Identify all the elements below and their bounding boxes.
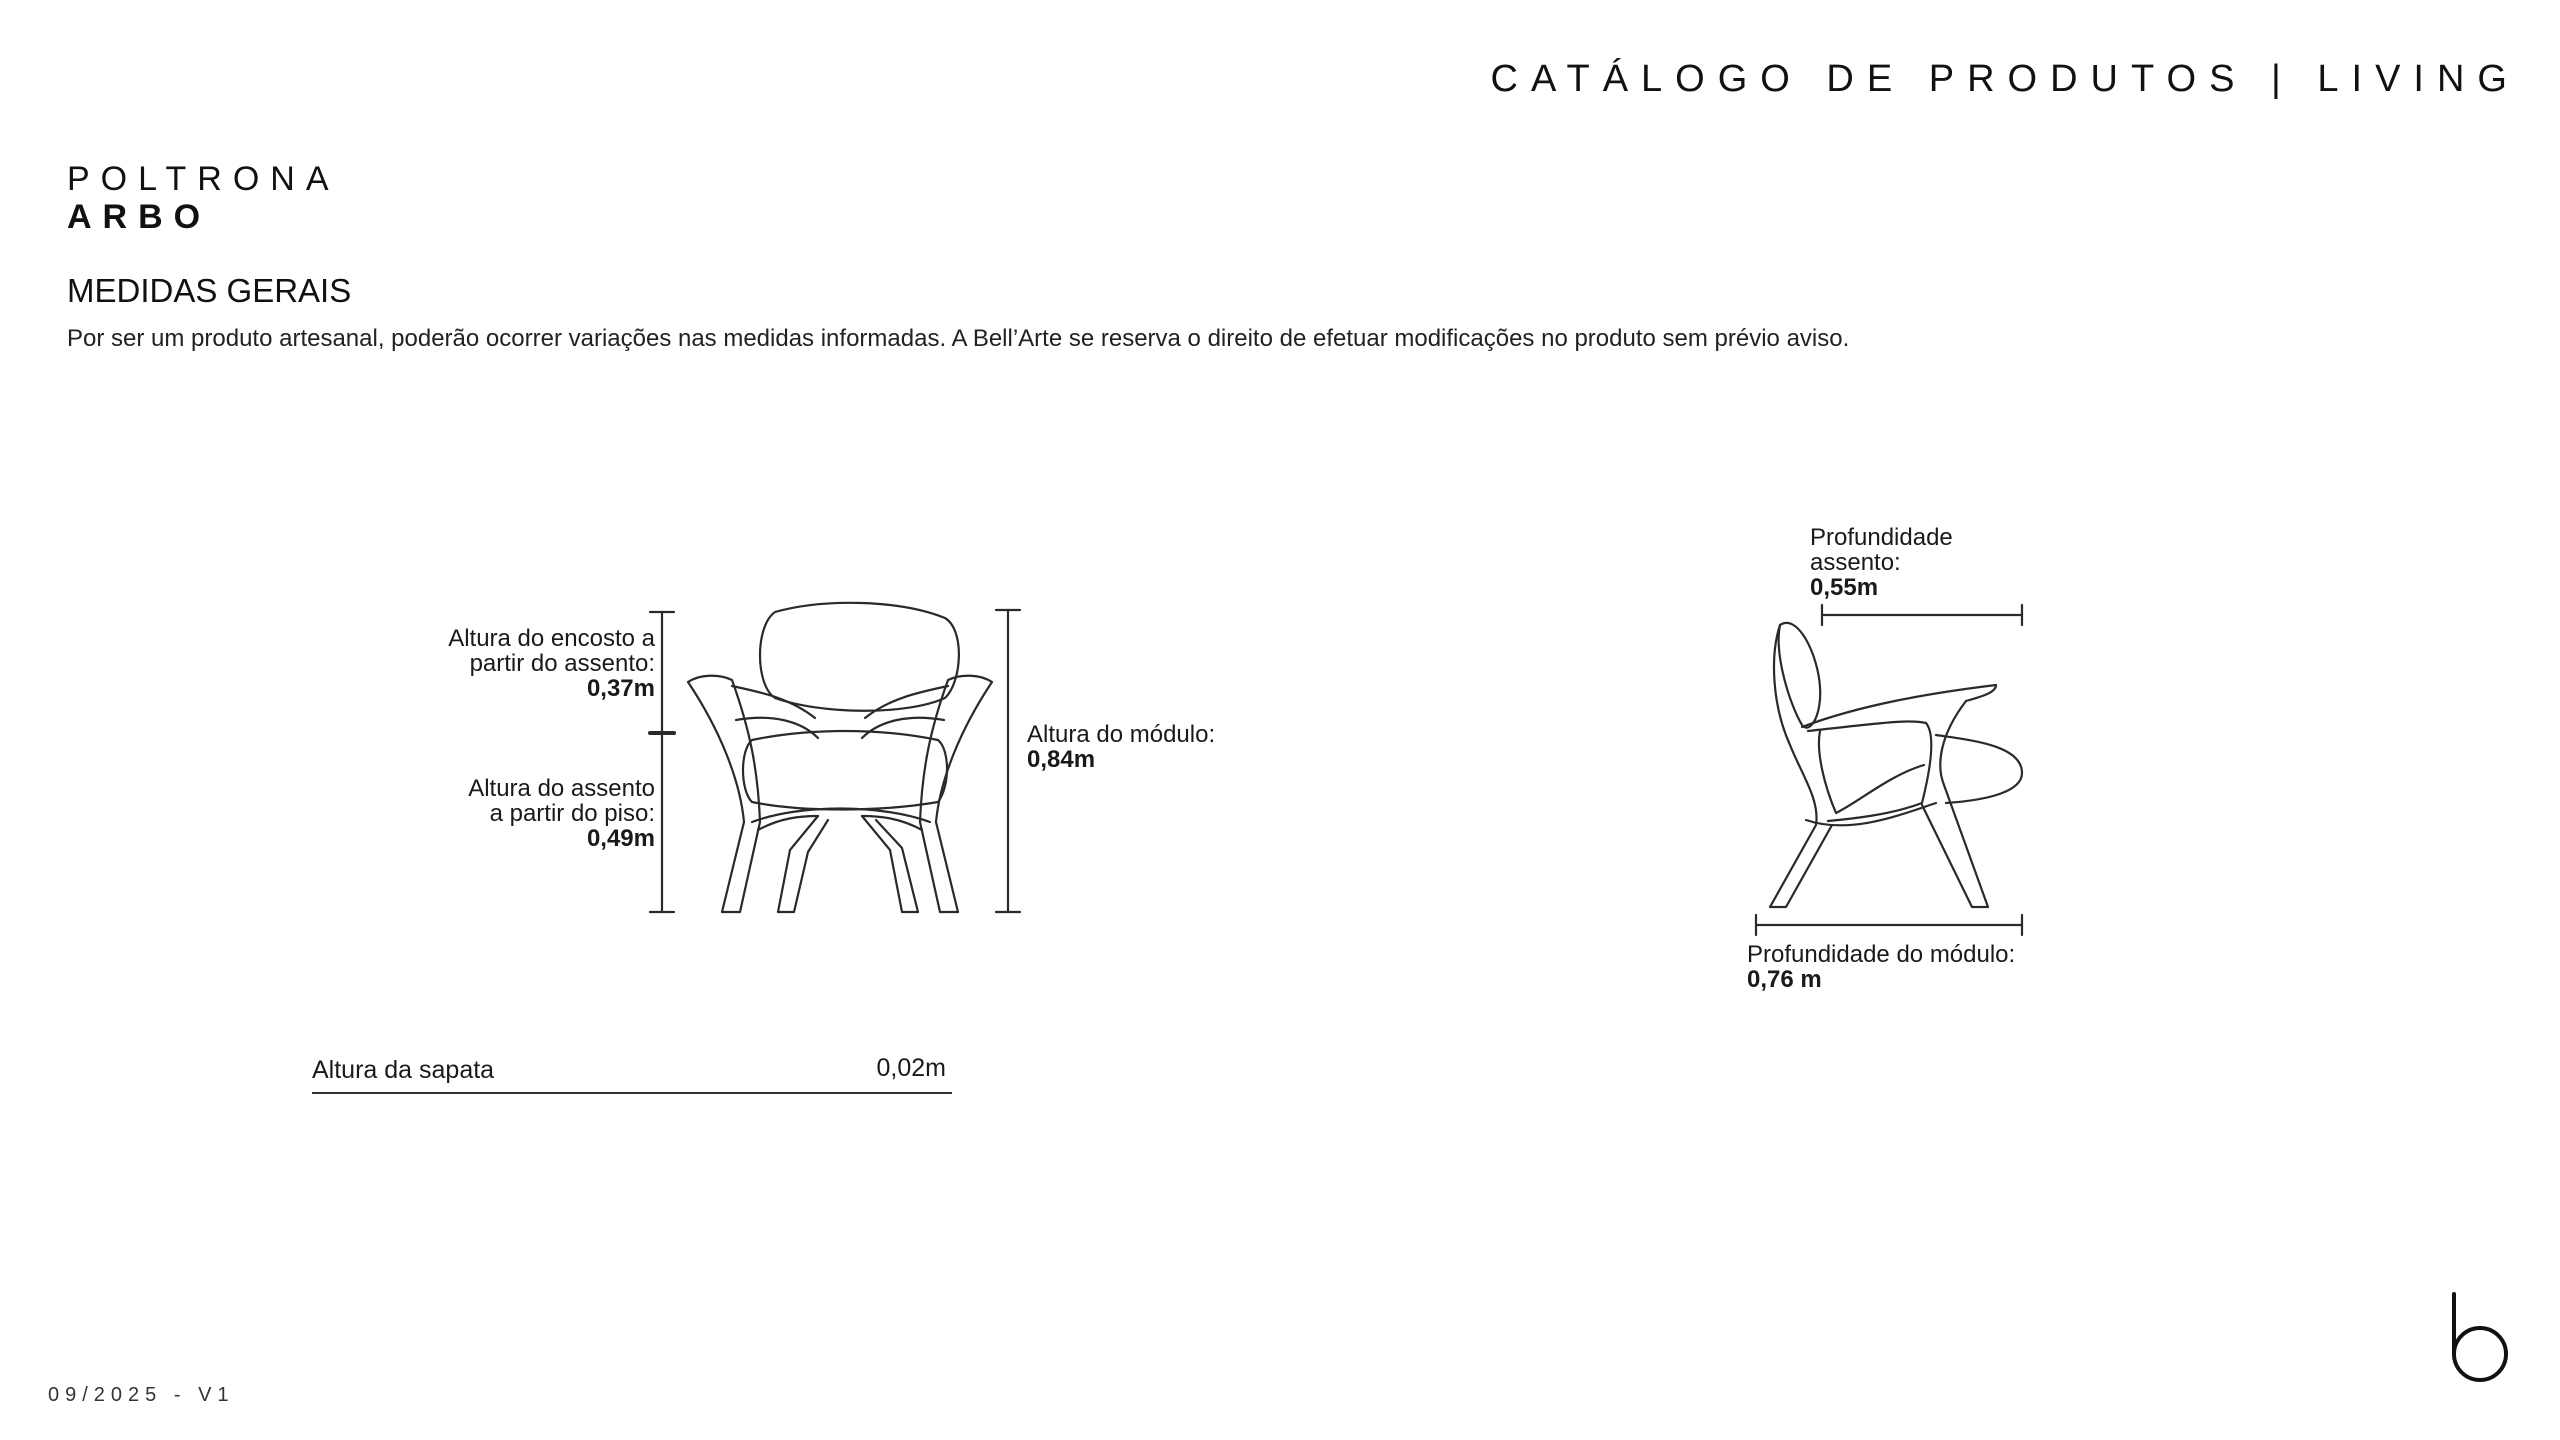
seat-height-label-line2: a partir do piso: bbox=[489, 800, 655, 827]
side-backrest bbox=[1779, 623, 1821, 728]
armchair-side-view-drawing bbox=[1740, 595, 2080, 940]
armchair-front-view-drawing bbox=[640, 590, 1040, 930]
backrest-height-value: 0,37m bbox=[586, 675, 655, 702]
seat-depth-label-line1: Profundidade bbox=[1810, 524, 1953, 551]
seat-depth-label-line2: assento: bbox=[1810, 549, 1901, 576]
product-name: ARBO bbox=[67, 198, 212, 236]
product-type: POLTRONA bbox=[67, 160, 340, 198]
front-seat-cushion bbox=[743, 731, 947, 810]
spec-row-shoe-height bbox=[312, 1052, 952, 1094]
front-right-arm bbox=[920, 676, 992, 912]
side-seat-cushion bbox=[1936, 735, 2022, 803]
module-depth-value: 0,76 m bbox=[1747, 966, 1822, 993]
side-arm bbox=[1802, 685, 1996, 907]
module-height-label bbox=[1027, 722, 1215, 772]
spec-name: Altura da sapata bbox=[312, 1056, 495, 1084]
backrest-height-label-line1: Altura do encosto a bbox=[448, 625, 655, 652]
front-backrest bbox=[760, 603, 959, 711]
front-left-arm bbox=[688, 676, 760, 912]
disclaimer-text: Por ser um produto artesanal, poderão ocorrer variações nas medidas informadas. A Bell’Arte se reserva o direito de efetuar modificações no produto sem prévio aviso. bbox=[67, 325, 1850, 352]
seat-height-value: 0,49m bbox=[586, 825, 655, 852]
backrest-height-label-line2: partir do assento: bbox=[469, 650, 655, 677]
footer-version: 09/2025 - V1 bbox=[48, 1384, 235, 1406]
section-title: MEDIDAS GERAIS bbox=[67, 272, 352, 309]
backrest-height-label bbox=[448, 626, 655, 701]
b-logo-icon bbox=[2440, 1290, 2512, 1390]
module-depth-label bbox=[1747, 942, 2015, 992]
seat-height-label-line1: Altura do assento bbox=[468, 775, 655, 802]
module-height-label-text: Altura do módulo: bbox=[1027, 721, 1216, 748]
module-height-value: 0,84m bbox=[1027, 746, 1096, 773]
seat-height-label bbox=[468, 776, 655, 851]
spec-value: 0,02m bbox=[876, 1054, 946, 1082]
module-depth-label-text: Profundidade do módulo: bbox=[1747, 941, 2016, 968]
seat-depth-value: 0,55m bbox=[1810, 574, 1879, 601]
catalog-header: CATÁLOGO DE PRODUTOS | LIVING bbox=[1490, 58, 2520, 100]
seat-depth-label bbox=[1810, 525, 1953, 600]
